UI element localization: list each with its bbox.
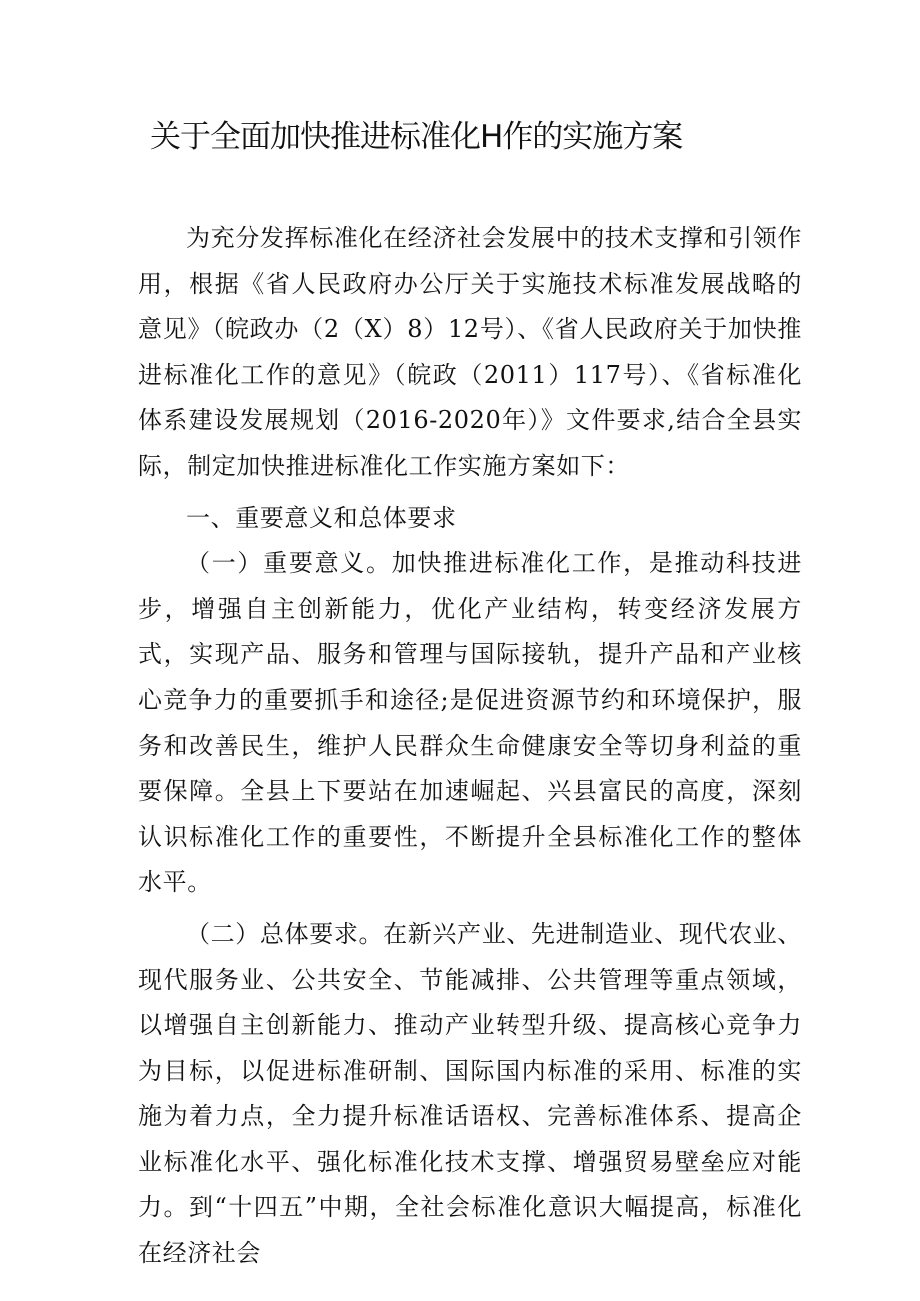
section-heading: 一、重要意义和总体要求 bbox=[186, 503, 457, 532]
document-body bbox=[138, 216, 802, 1277]
intro-paragraph: 为充分发挥标准化在经济社会发展中的技术支撑和引领作用，根据《省人民政府办公厅关于实施技术标准发展战略的意见》（皖政办（2（X）8）12号）、《省人民政府关于加快推进标准化工作的意见》（皖政（2011）117号）、《省标准化体系建设发展规划（2016-2020年）》文件要求,结合全县实际，制定加快推进标准化工作实施方案如下： bbox=[138, 224, 802, 480]
requirements-paragraph: （二）总体要求。在新兴产业、先进制造业、现代农业、现代服务业、公共安全、节能减排、公共管理等重点领域，以增强自主创新能力、推动产业转型升级、提高核心竞争力为目标，以促进标准研制、国际国内标准的采用、标准的实施为着力点，全力提升标准话语权、完善标准体系、提高企业标准化水平、强化标准化技术支撑、增强贸易壁垒应对能力。到“十四五”中期，全社会标准化意识大幅提高，标准化在经济社会 bbox=[138, 919, 802, 1268]
significance-paragraph: （一）重要意义。加快推进标准化工作，是推动科技进步，增强自主创新能力，优化产业结构，转变经济发展方式，实现产品、服务和管理与国际接轨，提升产品和产业核心竞争力的重要抓手和途径;是促进资源节约和环境保护，服务和改善民生，维护人民群众生命健康安全等切身利益的重要保障。全县上下要站在加速崛起、兴县富民的高度，深刻认识标准化工作的重要性，不断提升全县标准化工作的整体水平。 bbox=[138, 549, 802, 897]
document-title: 关于全面加快推进标准化H作的实施方案 bbox=[150, 119, 683, 155]
